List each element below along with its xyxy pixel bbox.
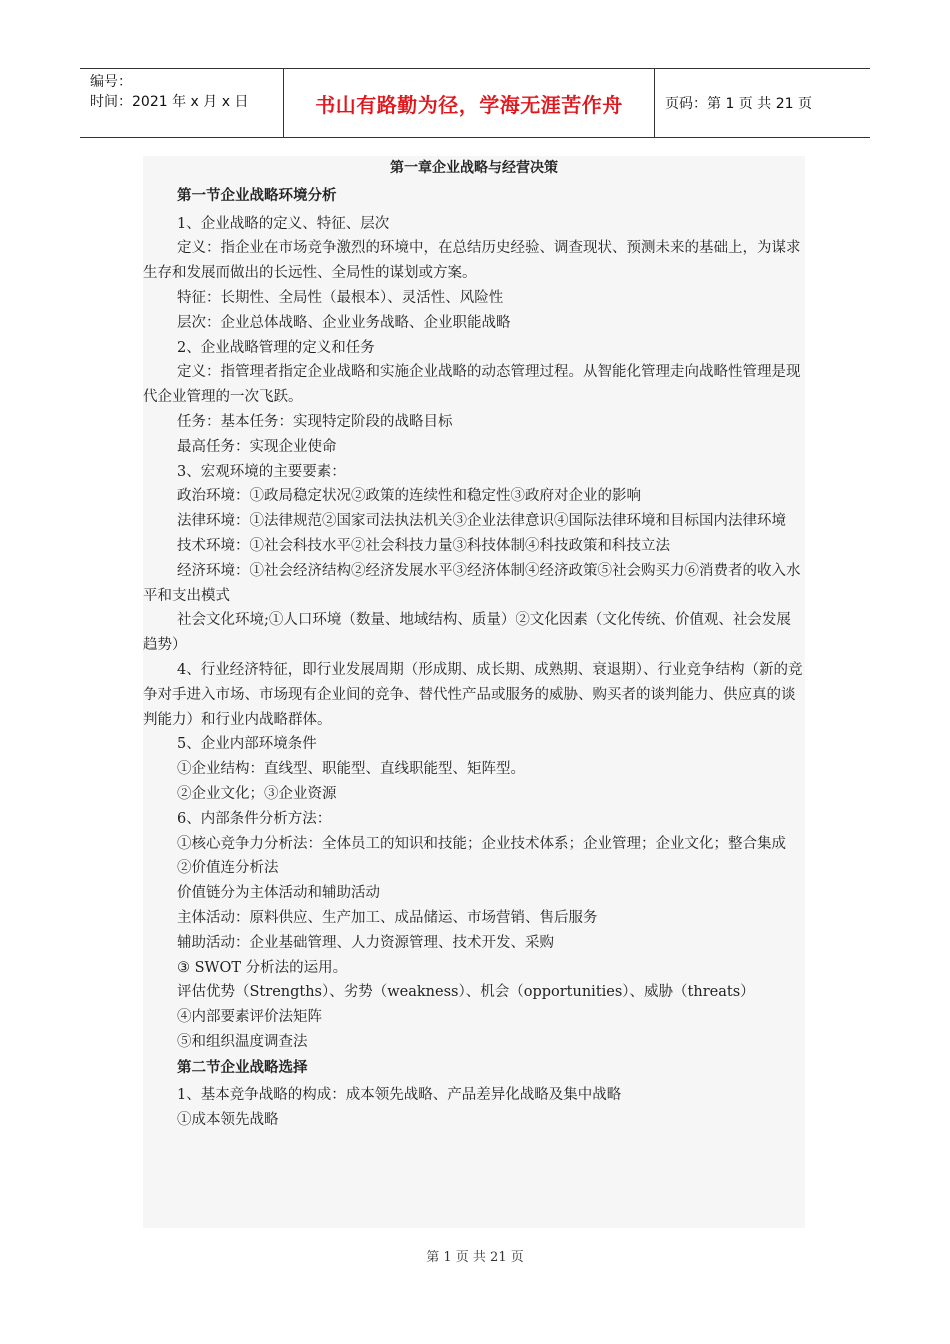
- paragraph: 价值链分为主体活动和辅助活动: [177, 885, 380, 902]
- page-footer: 第 1 页 共 21 页: [426, 1250, 524, 1265]
- paragraph: 5、企业内部环境条件: [177, 736, 317, 753]
- paragraph: 政治环境：①政局稳定状况②政策的连续性和稳定性③政府对企业的影响: [177, 488, 641, 505]
- number-label: 编号：: [90, 74, 132, 90]
- paragraph: 辅助活动：企业基础管理、人力资源管理、技术开发、采购: [177, 934, 554, 951]
- paragraph: 技术环境：①社会科技水平②社会科技力量③科技体制④科技政策和科技立法: [177, 537, 670, 554]
- paragraph: 主体活动：原料供应、生产加工、成品储运、市场营销、售后服务: [177, 909, 598, 926]
- time-label: 时间：2021 年 x 月 x 日: [90, 94, 249, 110]
- paragraph: 定义：指企业在市场竞争激烈的环境中，在总结历史经验、调查现状、预测未来的基础上，为谋求生存和发展而做出的长远性、全局性的谋划或方案。: [143, 240, 801, 282]
- paragraph: 任务：基本任务：实现特定阶段的战略目标: [177, 413, 453, 430]
- paragraph: ③ SWOT 分析法的运用。: [177, 959, 348, 976]
- paragraph: ①企业结构：直线型、职能型、直线职能型、矩阵型。: [177, 761, 525, 778]
- paragraph: 特征：长期性、全局性（最根本）、灵活性、风险性: [177, 289, 504, 306]
- header-motto: 书山有路勤为径，学海无涯苦作舟: [283, 69, 655, 137]
- paragraph: 经济环境：①社会经济结构②经济发展水平③经济体制④经济政策⑤社会购买力⑥消费者的收入水平和支出模式: [143, 562, 801, 604]
- section-heading: 第二节企业战略选择: [177, 1059, 308, 1076]
- paragraph: 法律环境：①法律规范②国家司法执法机关③企业法律意识④国际法律环境和目标国内法律环境: [177, 513, 786, 530]
- paragraph: 1、企业战略的定义、特征、层次: [177, 215, 390, 232]
- paragraph: 评估优势（Strengths）、劣势（weakness）、机会（opportunities）、威胁（threats）: [177, 984, 755, 1001]
- page-header: [80, 68, 870, 138]
- chapter-title: 第一章企业战略与经营决策: [390, 160, 558, 176]
- paragraph: 1、基本竞争战略的构成：成本领先战略、产品差异化战略及集中战略: [177, 1087, 622, 1104]
- paragraph: ②企业文化；③企业资源: [177, 785, 337, 802]
- paragraph: 2、企业战略管理的定义和任务: [177, 339, 375, 356]
- paragraph: ⑤和组织温度调查法: [177, 1033, 308, 1050]
- paragraph: 4、行业经济特征，即行业发展周期（形成期、成长期、成熟期、衰退期）、行业竞争结构（新的竞争对手进入市场、市场现有企业间的竞争、替代性产品或服务的威胁、购买者的谈判能力、供应真的谈判能力）和行业内战略群体。: [143, 661, 803, 728]
- document-body: [143, 156, 805, 1228]
- paragraph: ①核心竞争力分析法：全体员工的知识和技能；企业技术体系；企业管理；企业文化；整合集成: [177, 835, 786, 852]
- paragraph: ④内部要素评价法矩阵: [177, 1009, 322, 1026]
- paragraph: 社会文化环境;①人口环境（数量、地域结构、质量）②文化因素（文化传统、价值观、社会发展趋势）: [143, 612, 791, 654]
- header-page-info: 页码：第 1 页 共 21 页: [665, 96, 812, 112]
- paragraph: 6、内部条件分析方法：: [177, 810, 332, 827]
- paragraph: ①成本领先战略: [177, 1112, 279, 1129]
- paragraph: 3、宏观环境的主要要素：: [177, 463, 346, 480]
- paragraph: 定义：指管理者指定企业战略和实施企业战略的动态管理过程。从智能化管理走向战略性管理是现代企业管理的一次飞跃。: [143, 364, 801, 406]
- paragraph: 最高任务：实现企业使命: [177, 438, 337, 455]
- section-heading: 第一节企业战略环境分析: [177, 187, 337, 204]
- header-meta: [80, 69, 283, 137]
- paragraph: 层次：企业总体战略、企业业务战略、企业职能战略: [177, 314, 511, 331]
- paragraph: ②价值连分析法: [177, 860, 279, 877]
